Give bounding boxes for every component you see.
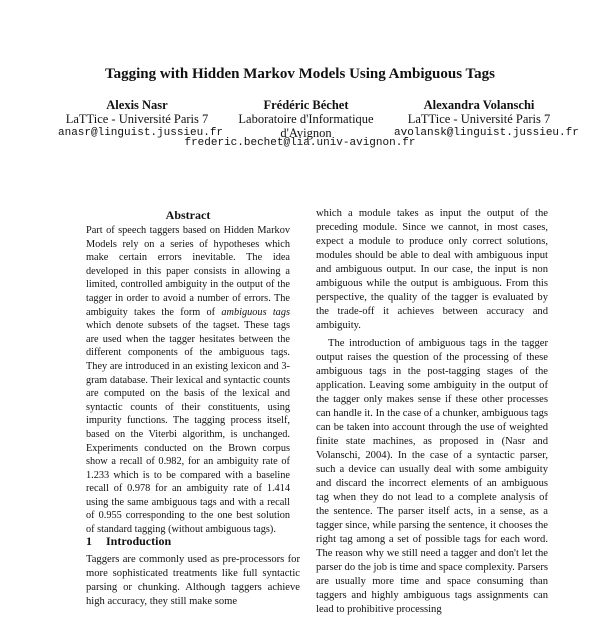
author-block-1 [58,98,224,140]
section-heading-introduction [86,534,296,549]
author-email-3: avolansk@linguist.jussieu.fr [394,127,579,139]
right-paragraph-2: The introduction of ambiguous tags in the tagger output raises the question of the processing of these ambiguous tags in the post-tagging stages of the application. Leaving some ambiguity in the output of the tagger only makes sense if these other processes can handle it. In the case of a chunker, ambiguous tags can be taken into account through the use of weighted finite state machines, as proposed in (Nasr and Volanschi, 2004). In the case of a syntactic parser, such a device can usually deal with some ambiguity and discard the incorrect elements of an ambiguous tag when they do not lead to a complete analysis of the sentence. The parser itself acts, in a sense, as a tagger since, while parsing the sentence, it chooses the right tag among a set of possible tags for each word. The reason why we still need a tagger and don't let the parser do the job is time and space complexity. Parsers are usually more time and space consuming than taggers and highly ambiguous tags assignments can lead to prohibitive processing [316,338,548,615]
author-block-2 [226,98,386,140]
abstract-text-1: Part of speech taggers based on Hidden Markov Models rely on a series of hypotheses which make certain errors inevitable. The idea developed in this paper consists in allowing a limited, controlled ambiguity in the output of the tagger in order to avoid a number of errors. The ambiguity takes the form of [86,225,290,318]
author-affiliation-3: LaTTice - Université Paris 7 [407,112,551,126]
abstract-heading: Abstract [165,208,211,222]
author-email-2: frederic.bechet@lia.univ-avignon.fr [184,137,416,149]
right-paragraph-1: which a module takes as input the output of the preceding module. Since we cannot, in most cases, expect a module to produce only correct solutions, modules should be able to deal with ambiguous input and ambiguous output. In our case, the input is non ambiguous while the output is ambiguous. From this perspective, the quality of the tagger is evaluated by the trade-off it achieves between accuracy and ambiguity. [316,208,548,331]
author-affiliation-1: LaTTice - Université Paris 7 [65,112,209,126]
author-email-1: anasr@linguist.jussieu.fr [58,127,224,139]
introduction-body: Taggers are commonly used as pre-processors for more sophisticated treatments like full syntactic parsing or chunking. Although taggers achieve high accuracy, they still make some [86,554,300,607]
paper-title: Tagging with Hidden Markov Models Using Ambiguous Tags [105,66,495,82]
abstract-text-2: which denote subsets of the tagset. These tags are used when the tagger hesitates between the different components of the ambiguous tags. They are introduced in an existing lexicon and 3-gram database. Their lexical and syntactic counts are computed on the basis of the lexical and syntactic counts of their constituents, using impurity functions. The tagging process itself, based on the Viterbi algorithm, is unchanged. Experiments conducted on the Brown corpus show a recall of 0.982, for an ambiguity rate of 1.233 which is to be compared with a baseline recall of 0.978 for an ambiguity rate of 1.414 using the same ambiguous tags and with a recall of 0.955 corresponding to the one best solution of standard tagging (without ambiguous tags). [86,320,290,536]
author-affiliation-2: Laboratoire d'Informatique [238,112,374,126]
right-column [316,207,548,617]
author-name-3: Alexandra Volanschi [423,98,535,112]
abstract-emphasis: ambiguous tags [221,306,290,318]
author-name-2: Frédéric Béchet [263,98,349,112]
author-name-1: Alexis Nasr [106,98,168,112]
section-title: Introduction [106,534,172,548]
author-block-3 [394,98,579,140]
abstract-body [86,224,290,537]
section-number: 1 [86,534,92,548]
author-affiliation-2b: d'Avignon [280,126,332,140]
